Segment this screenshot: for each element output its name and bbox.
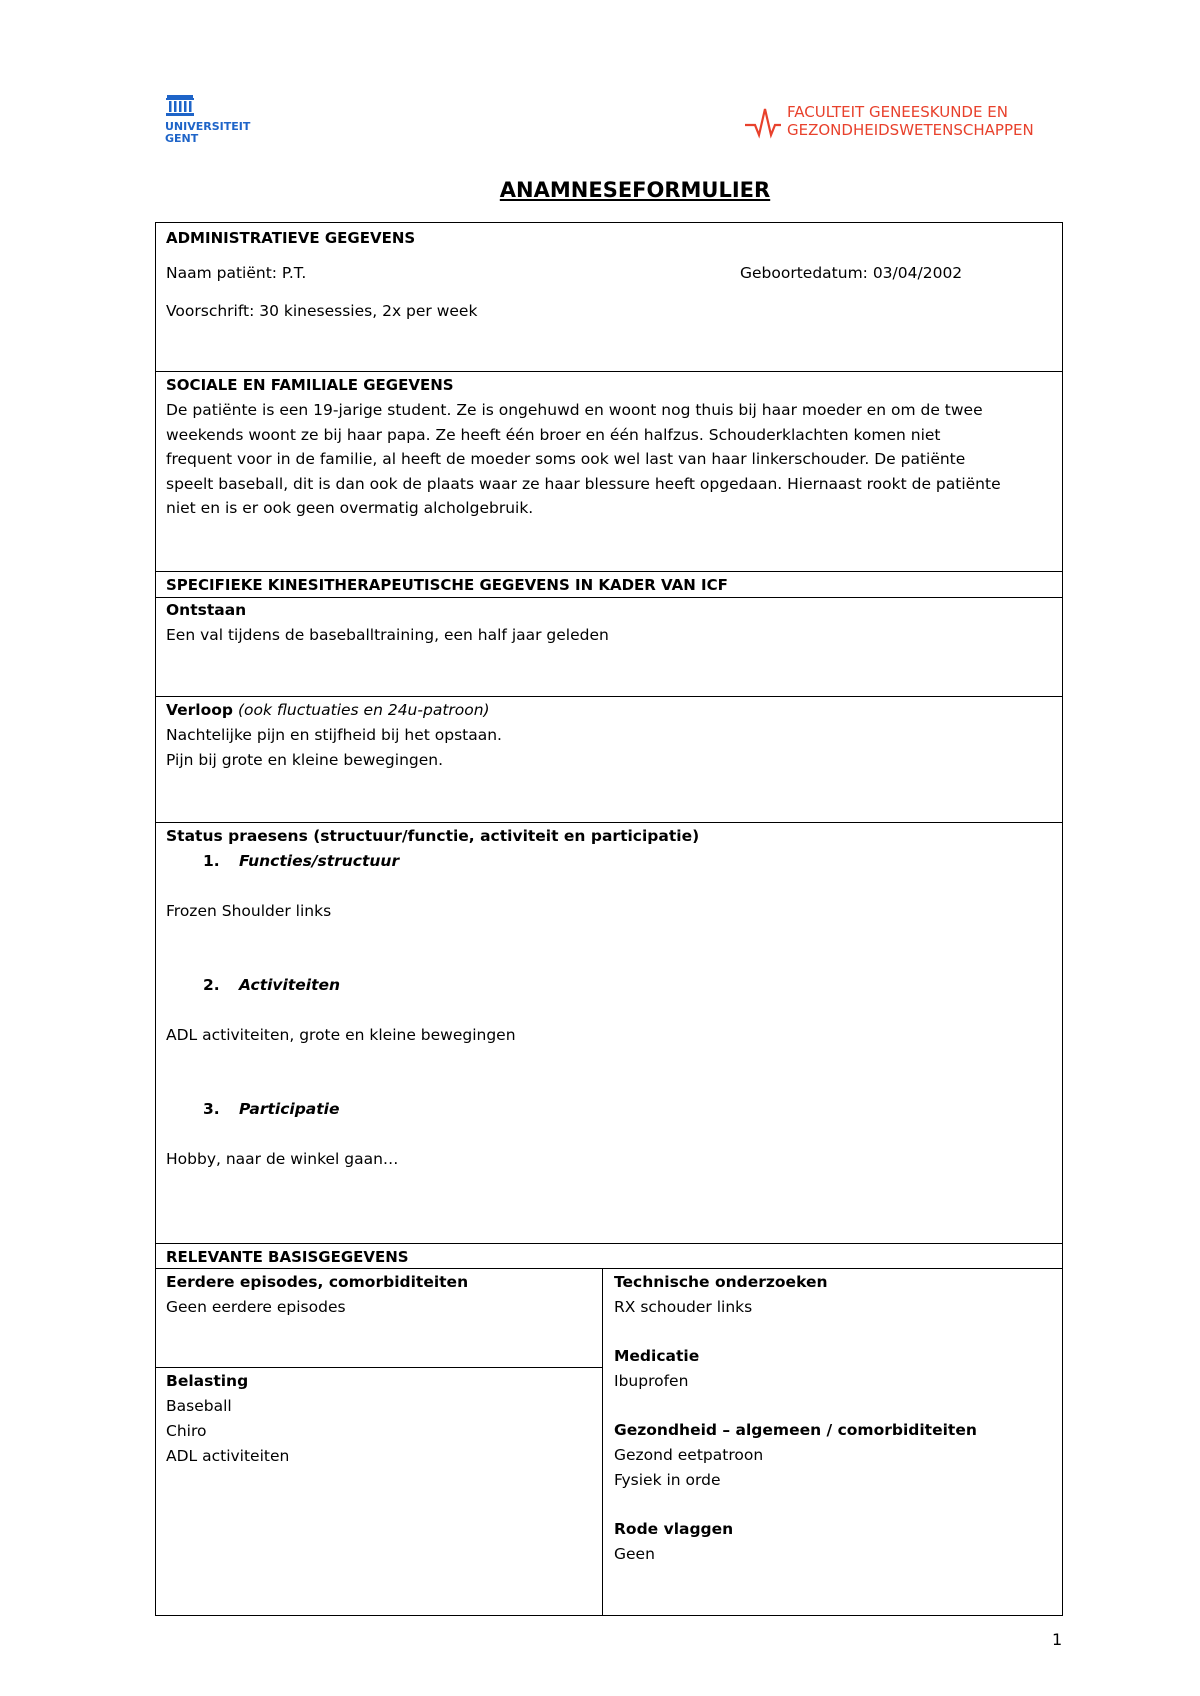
- page-number: 1: [1052, 1630, 1063, 1649]
- social-paragraph: [166, 398, 1001, 521]
- social-line: frequent voor in de familie, al heeft de moeder soms ook wel last van haar linkerschouder. De patiënte: [166, 450, 966, 468]
- social-heading: SOCIALE EN FAMILIALE GEGEVENS: [166, 376, 454, 394]
- rode-vlaggen-label: Rode vlaggen: [614, 1520, 734, 1538]
- row-divider: [155, 1367, 603, 1368]
- belasting-label: Belasting: [166, 1372, 249, 1390]
- prescription: Voorschrift: 30 kinesessies, 2x per week: [166, 302, 478, 320]
- gezondheid-line: Fysiek in orde: [614, 1471, 721, 1489]
- verloop-line: Pijn bij grote en kleine bewegingen.: [166, 751, 444, 769]
- ontstaan-text: Een val tijdens de baseballtraining, een half jaar geleden: [166, 626, 609, 644]
- status-label: Status praesens (structuur/functie, activiteit en participatie): [166, 827, 700, 845]
- item-label: Functies/structuur: [239, 852, 400, 870]
- item-text: Frozen Shoulder links: [166, 902, 332, 920]
- faculty-logo-line-2: GEZONDHEIDSWETENSCHAPPEN: [787, 121, 1034, 139]
- verloop-note: (ook fluctuaties en 24u-patroon): [237, 701, 490, 719]
- basis-heading: RELEVANTE BASISGEGEVENS: [166, 1248, 409, 1266]
- row-divider: [155, 1243, 1063, 1244]
- verloop-line: Nachtelijke pijn en stijfheid bij het opstaan.: [166, 726, 502, 744]
- item-number: 2.: [203, 976, 220, 994]
- social-line: De patiënte is een 19-jarige student. Ze is ongehuwd en woont nog thuis bij haar moeder en om de twee: [166, 401, 983, 419]
- ugent-logo: [165, 93, 251, 153]
- social-line: weekends woont ze bij haar papa. Ze heeft één broer en één halfzus. Schouderklachten komen niet: [166, 425, 941, 444]
- row-divider: [155, 822, 1063, 823]
- row-divider: [155, 371, 1063, 372]
- item-number: 1.: [203, 852, 220, 870]
- medicatie-label: Medicatie: [614, 1347, 700, 1365]
- ugent-logo-line-1: UNIVERSITEIT: [165, 120, 251, 133]
- gezondheid-line: Gezond eetpatroon: [614, 1446, 764, 1464]
- medicatie-text: Ibuprofen: [614, 1372, 689, 1390]
- column-divider: [602, 1268, 603, 1616]
- eerdere-text: Geen eerdere episodes: [166, 1298, 346, 1316]
- faculty-logo: [745, 103, 1034, 143]
- row-divider: [155, 696, 1063, 697]
- belasting-line: Chiro: [166, 1422, 207, 1440]
- rode-vlaggen-text: Geen: [614, 1545, 655, 1563]
- gezondheid-label: Gezondheid – algemeen / comorbiditeiten: [614, 1421, 977, 1439]
- technisch-label: Technische onderzoeken: [614, 1273, 828, 1291]
- item-text: Hobby, naar de winkel gaan…: [166, 1150, 399, 1168]
- item-number: 3.: [203, 1100, 220, 1118]
- admin-heading: ADMINISTRATIEVE GEGEVENS: [166, 229, 416, 247]
- eerdere-label: Eerdere episodes, comorbiditeiten: [166, 1273, 469, 1291]
- heartbeat-icon: [745, 105, 783, 139]
- faculty-logo-line-1: FACULTEIT GENEESKUNDE EN: [787, 103, 1008, 121]
- technisch-text: RX schouder links: [614, 1298, 753, 1316]
- belasting-line: ADL activiteiten: [166, 1447, 290, 1465]
- verloop-label: Verloop: [166, 701, 234, 719]
- row-divider: [155, 571, 1063, 572]
- page-title: ANAMNESEFORMULIER: [499, 178, 771, 202]
- birth-date: Geboortedatum: 03/04/2002: [740, 264, 963, 282]
- social-line: niet en is er ook geen overmatig alcholgebruik.: [166, 499, 534, 517]
- item-label: Participatie: [239, 1100, 340, 1118]
- ugent-building-icon: [165, 93, 195, 117]
- ugent-logo-line-2: GENT: [165, 132, 199, 145]
- patient-name: Naam patiënt: P.T.: [166, 264, 307, 282]
- belasting-line: Baseball: [166, 1397, 232, 1415]
- specific-heading: SPECIFIEKE KINESITHERAPEUTISCHE GEGEVENS IN KADER VAN ICF: [166, 576, 728, 594]
- social-line: speelt baseball, dit is dan ook de plaats waar ze haar blessure heeft opgedaan. Hiernaast rookt de patiënte: [166, 474, 1001, 493]
- verloop-heading: [166, 698, 490, 723]
- ontstaan-label: Ontstaan: [166, 601, 247, 619]
- item-text: ADL activiteiten, grote en kleine bewegingen: [166, 1026, 516, 1044]
- item-label: Activiteiten: [239, 976, 341, 994]
